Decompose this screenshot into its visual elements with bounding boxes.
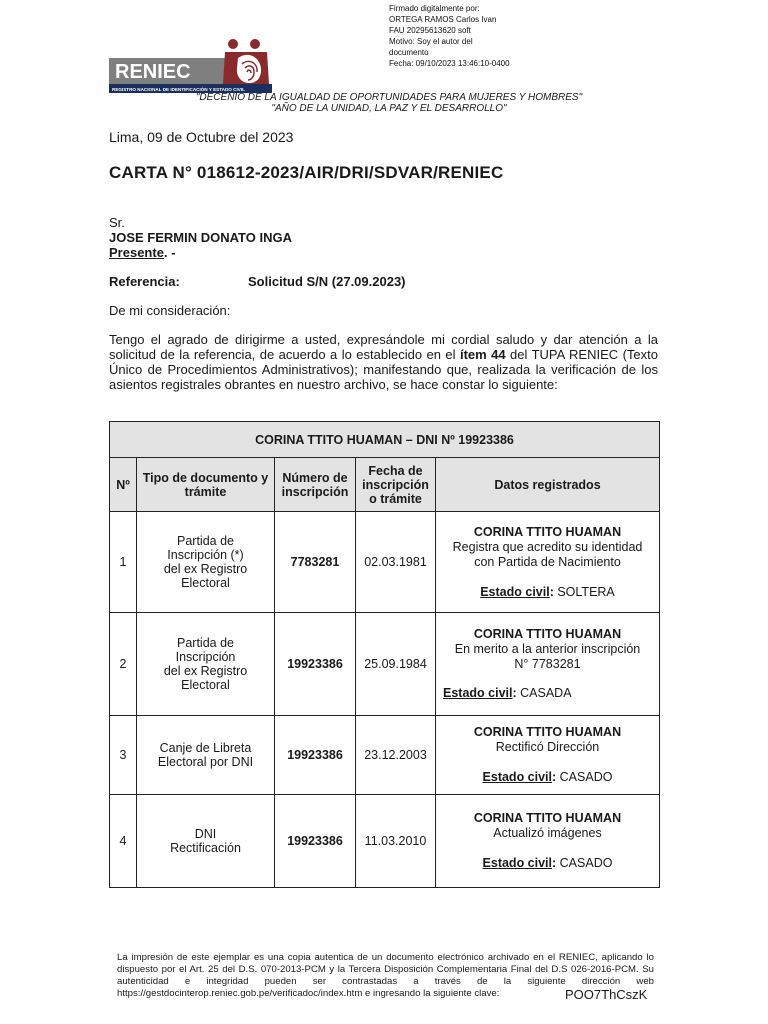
table-row [110,795,660,888]
table-title: CORINA TTITO HUAMAN – DNI Nº 19923386 [110,422,660,458]
tipo-line: del ex Registro [163,664,248,678]
tipo-line: Electoral por DNI [157,755,254,769]
paragraph-item-ref: ítem 44 [459,347,506,362]
estado-civil-value: CASADO [559,856,613,870]
row-datos: CORINA TTITO HUAMAN En merito a la anterior inscripción N° 7783281 Estado civil: CASADA [436,613,660,716]
tipo-line: Rectificación [170,841,241,855]
datos-detalle: En merito a la anterior inscripción [454,642,641,656]
row-number: 4 [110,795,137,888]
reference-line [109,274,406,289]
reference-value: Solicitud S/N (27.09.2023) [248,274,406,289]
paragraph-text: Tengo el agrado de dirigirme a usted, expresándole mi cordial saludo y dar atención a la solicitud de la referencia, de acuerdo a lo establecido en el [109,332,658,362]
estado-civil-value: SOLTERA [557,584,615,599]
tipo-line: Electoral [181,576,230,590]
tipo-line: del ex Registro [163,562,248,576]
row-numero: 7783281 [275,512,356,613]
col-header-inscripcion: Número de inscripción [275,458,356,512]
addressee-title: Sr. [109,215,125,230]
motto-line: "DECENIO DE LA IGUALDAD DE OPORTUNIDADES PARA MUJERES Y HOMBRES" [195,92,583,103]
row-tipo [137,613,275,716]
estado-civil-label: Estado civil [443,686,513,700]
signature-line: ORTEGA RAMOS Carlos Ivan [389,15,497,24]
datos-nombre: CORINA TTITO HUAMAN [473,627,622,641]
row-tipo [137,512,275,613]
tipo-line: Inscripción [175,650,236,664]
row-number: 1 [110,512,137,613]
addressee-block [109,215,292,260]
datos-nombre: CORINA TTITO HUAMAN [473,524,622,539]
table-row [110,716,660,795]
presente-suffix: . - [163,245,176,260]
reference-label: Referencia: [109,274,180,289]
footer-notice: La impresión de este ejemplar es una copia autentica de un documento electrónico archivado en el RENIEC, aplicando lo dispuesto por el Art. 25 del D.S. 070-2013-PCM y la Tercera Disposición Complementaria Final del D.S 026-2016-PCM. Su autenticidad e integridad pueden ser contrastadas a través de la siguiente dirección web https://gestdocinterop.reniec.gob.pe/verificadoc/index.htm e ingresando la siguiente clave: [117,952,654,999]
row-fecha: 11.03.2010 [356,795,436,888]
signature-line: documento [389,48,429,57]
presente-label: Presente [109,245,164,260]
row-numero: 19923386 [275,795,356,888]
row-number: 3 [110,716,137,795]
datos-detalle: Registra que acredito su identidad [452,539,643,554]
row-number: 2 [110,613,137,716]
row-fecha: 23.12.2003 [356,716,436,795]
row-tipo [137,716,275,795]
datos-detalle: N° 7783281 [514,657,581,671]
addressee-name: JOSE FERMIN DONATO INGA [109,230,292,245]
table-row [110,512,660,613]
tipo-line: Inscripción (*) [167,548,244,562]
table-header-row [110,458,660,512]
digital-signature [389,3,589,69]
datos-nombre: CORINA TTITO HUAMAN [473,811,622,825]
table-row [110,613,660,716]
estado-civil-label: Estado civil [482,856,553,870]
signature-line: FAU 20295613620 soft [389,26,471,35]
motto-line: "AÑO DE LA UNIDAD, LA PAZ Y EL DESARROLLO" [271,103,507,114]
col-header-number: Nº [110,458,137,512]
estado-civil-label: Estado civil [480,584,550,599]
datos-nombre: CORINA TTITO HUAMAN [473,725,622,739]
row-datos: CORINA TTITO HUAMAN Rectificó Dirección Estado civil: CASADO [436,716,660,795]
estado-civil-value: CASADA [520,686,572,700]
letter-date: Lima, 09 de Octubre del 2023 [109,129,294,145]
row-datos: CORINA TTITO HUAMAN Registra que acredito su identidad con Partida de Nacimiento Estado civil: SOLTERA [436,512,660,613]
verification-key[interactable]: POO7ThCszK [565,987,648,1002]
row-datos: CORINA TTITO HUAMAN Actualizó imágenes Estado civil: CASADO [436,795,660,888]
letter-number: CARTA N° 018612-2023/AIR/DRI/SDVAR/RENIEC [109,163,504,182]
greeting: De mi consideración: [109,303,231,318]
reniec-logo [109,36,277,96]
tipo-line: Canje de Libreta [159,741,252,755]
signature-line: Firmado digitalmente por: [389,4,480,13]
row-fecha: 25.09.1984 [356,613,436,716]
row-numero: 19923386 [275,613,356,716]
tipo-line: Partida de [177,534,234,548]
row-fecha: 02.03.1981 [356,512,436,613]
paragraph-text: del TUPA RENIEC (Texto Único de Procedimientos Administrativos); manifestando que, realizada la verificación de los asientos registrales obrantes en nuestro archivo, se hace constar lo siguiente: [109,347,658,392]
datos-detalle: Actualizó imágenes [493,826,602,840]
tipo-line: DNI [194,827,217,841]
logo-subtitle: REGISTRO NACIONAL DE IDENTIFICACIÓN Y ESTADO CIVIL [112,87,245,92]
tipo-line: Electoral [181,678,230,692]
signature-line: Motivo: Soy el autor del [389,37,473,46]
body-paragraph [109,332,658,392]
col-header-fecha: Fecha de inscripción o trámite [356,458,436,512]
estado-civil-label: Estado civil [482,770,553,784]
datos-detalle: Rectificó Dirección [495,740,600,754]
signature-line: Fecha: 09/10/2023 13:46:10-0400 [389,59,510,68]
row-tipo [137,795,275,888]
estado-civil-value: CASADO [559,770,613,784]
tipo-line: Partida de [177,636,234,650]
logo-wordmark: RENIEC [115,61,191,83]
official-mottos [100,92,678,114]
datos-detalle: con Partida de Nacimiento [474,554,621,569]
col-header-tipo: Tipo de documento y trámite [137,458,275,512]
col-header-datos: Datos registrados [436,458,660,512]
row-numero: 19923386 [275,716,356,795]
registry-table [109,421,660,888]
